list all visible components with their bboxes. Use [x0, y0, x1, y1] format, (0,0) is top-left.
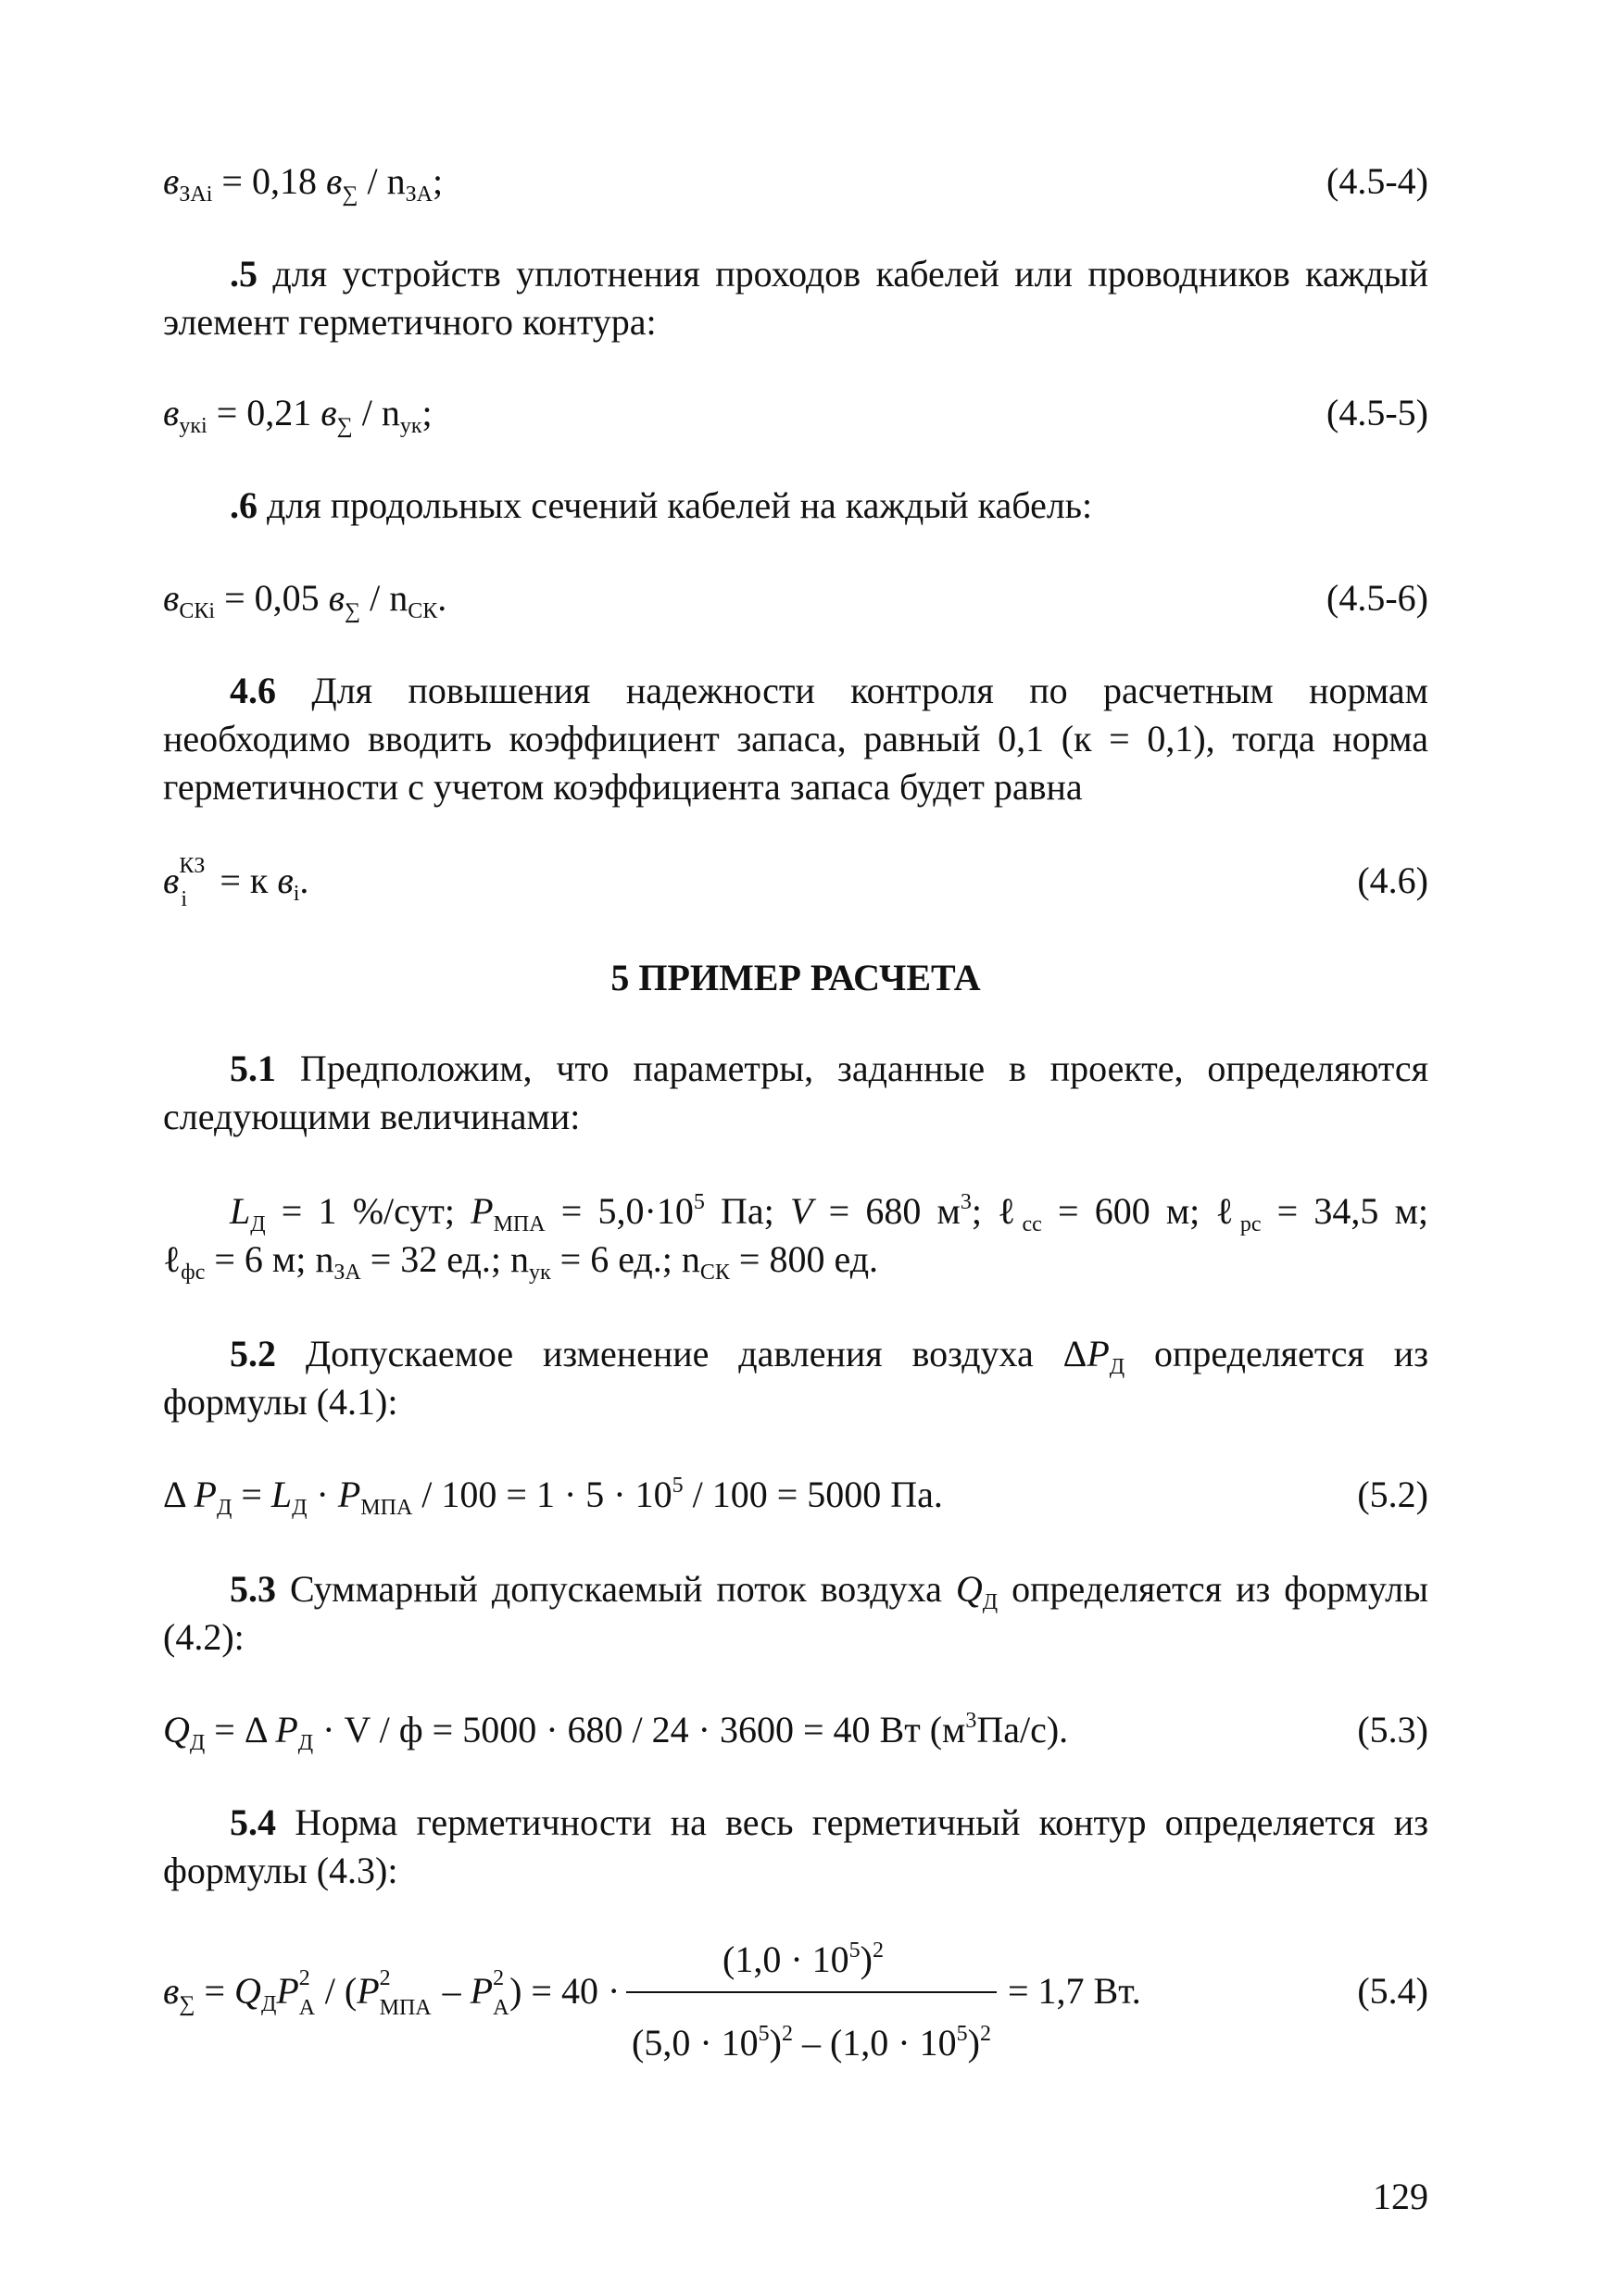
eq-text: / n	[352, 392, 400, 433]
eq-sup: 2	[379, 1966, 391, 1990]
eq-text: .	[437, 577, 447, 619]
eq-sub: ЗАi	[179, 182, 213, 207]
equation-4-5-6	[163, 574, 1428, 622]
param-sub: ЗА	[333, 1261, 361, 1285]
eq-text: )	[967, 2022, 980, 2064]
eq-var: P	[357, 1970, 380, 2012]
param-sub: СК	[699, 1261, 730, 1285]
param-value: = 32 ед.; n	[360, 1238, 529, 1280]
paragraph-text: Допускаемое изменение давления воздуха Δ	[276, 1333, 1087, 1374]
eq-sub: ∑	[179, 1992, 195, 2016]
equation-4-5-5	[163, 389, 1428, 437]
eq-sub: А	[493, 1996, 509, 2020]
eq-sup: 2	[979, 2022, 991, 2046]
param-var: V	[789, 1190, 813, 1232]
eq-var: в	[163, 392, 180, 433]
param-value: = 600 м;	[1041, 1190, 1216, 1232]
eq-sub: СК	[408, 599, 438, 623]
equation-number: (4.5-6)	[1326, 577, 1428, 619]
eq-result: = 1,7 Вт.	[1008, 1970, 1141, 2012]
eq-text: Па/с).	[976, 1709, 1069, 1750]
param-sup: 3	[960, 1190, 972, 1214]
equation-number: (5.3)	[1357, 1709, 1428, 1750]
eq-var: P	[337, 1474, 361, 1515]
param-value: Па;	[704, 1190, 790, 1232]
eq-text: / n	[358, 160, 406, 202]
equation-number: (5.4)	[1357, 1970, 1428, 2012]
eq-text: – (1,0 · 10	[792, 2022, 957, 2064]
eq-sup: 3	[965, 1709, 977, 1733]
equation-number: (4.6)	[1357, 859, 1428, 901]
eq-sub: ∑	[345, 599, 361, 623]
inline-var: Q	[955, 1568, 983, 1610]
paragraph-text: Норма герметичности на весь герметичный контур определяется из формулы (4.3):	[163, 1801, 1428, 1891]
equation-4-5-4	[163, 157, 1428, 206]
equation-number: (5.2)	[1357, 1474, 1428, 1515]
eq-text: ;	[432, 160, 444, 202]
param-var: P	[471, 1190, 494, 1232]
paragraph-item-5-1	[163, 1045, 1428, 1141]
param-var: L	[230, 1190, 251, 1232]
eq-sub: ∑	[336, 414, 353, 438]
paragraph-item-5-2	[163, 1330, 1428, 1426]
param-value: = 800 ед.	[729, 1238, 879, 1280]
eq-text: (1,0 · 10	[723, 1938, 849, 1980]
equation-number: (4.5-5)	[1326, 392, 1428, 433]
eq-text: =	[232, 1474, 271, 1515]
eq-sub: ук	[399, 414, 422, 438]
eq-text: = к	[210, 859, 278, 901]
eq-sup: 2	[493, 1966, 505, 1990]
eq-sup: 2	[781, 2022, 793, 2046]
paragraph-text: Для повышения надежности контроля по расчетным нормам необходимо вводить коэффициент запаса, равный 0,1 (к = 0,1), тогда норма герметичности с учетом коэффициента запаса будет равна	[163, 670, 1428, 808]
eq-sup: 5	[848, 1938, 861, 1963]
eq-sub: А	[298, 1996, 316, 2020]
eq-text: )	[860, 1938, 873, 1980]
item-number: 5.1	[230, 1048, 276, 1089]
eq-text: / 100 = 1 · 5 · 10	[412, 1474, 672, 1515]
paragraph-item-5	[163, 250, 1428, 346]
eq-sub: МПА	[379, 1996, 432, 2020]
eq-var: P	[470, 1970, 494, 2012]
param-sub: сс	[1022, 1212, 1042, 1236]
paragraph-text: для продольных сечений кабелей на каждый кабель:	[258, 484, 1093, 526]
item-number: .6	[230, 484, 258, 526]
eq-var: L	[270, 1474, 293, 1515]
paragraph-text: Суммарный допускаемый поток воздуха	[276, 1568, 956, 1610]
eq-var: в	[325, 160, 343, 202]
item-number: 5.3	[230, 1568, 276, 1610]
inline-sub: Д	[982, 1590, 999, 1614]
param-sub: рс	[1239, 1212, 1262, 1236]
eq-text: (5,0 · 10	[632, 2022, 759, 2064]
eq-text: = 0,05	[215, 577, 329, 619]
eq-text: / 100 = 5000 Па.	[683, 1474, 943, 1515]
item-number: .5	[230, 253, 258, 295]
item-number: 5.4	[230, 1801, 276, 1843]
paragraph-text: Предположим, что параметры, заданные в проекте, определяются следующими величинами:	[163, 1048, 1428, 1137]
param-sub: Д	[250, 1212, 266, 1236]
eq-sub: Д	[292, 1496, 308, 1520]
section-heading: 5 ПРИМЕР РАСЧЕТА	[610, 957, 981, 998]
eq-sub: Д	[260, 1992, 277, 2016]
paragraph-text: определяется из формулы (4.1):	[163, 1333, 1428, 1423]
page-number: 129	[1373, 2176, 1428, 2217]
param-value: = 5,0·10	[545, 1190, 694, 1232]
eq-sub: i	[181, 887, 188, 911]
eq-sub: ЗА	[405, 182, 433, 207]
eq-var: в	[328, 577, 345, 619]
paragraph-text: определяется из формулы (4.2):	[163, 1568, 1428, 1658]
eq-var: P	[194, 1474, 217, 1515]
eq-var: в	[277, 859, 294, 901]
eq-sub: МПА	[360, 1496, 413, 1520]
eq-text: / (	[315, 1970, 358, 2012]
fraction-denominator	[632, 2019, 991, 2067]
eq-sub: укi	[179, 414, 207, 438]
item-number: 5.2	[230, 1333, 276, 1374]
param-value: = 680 м	[812, 1190, 961, 1232]
eq-text: Δ	[163, 1474, 195, 1515]
param-var: ℓ	[163, 1238, 182, 1280]
eq-sub: Д	[189, 1731, 206, 1755]
paragraph-text: для устройств уплотнения проходов кабелей или проводников каждый элемент герметичного контура:	[163, 253, 1428, 343]
eq-text: .	[299, 859, 309, 901]
eq-text: · V / ф = 5000 · 680 / 24 · 3600 = 40 Вт (м	[313, 1709, 966, 1750]
eq-sub: Д	[297, 1731, 314, 1755]
eq-sup: 5	[758, 2022, 770, 2046]
eq-text: ) = 40 ·	[509, 1970, 621, 2012]
eq-text: = Δ	[205, 1709, 276, 1750]
eq-text: ·	[307, 1474, 338, 1515]
eq-text: = 0,21	[207, 392, 321, 433]
eq-sup: 5	[672, 1474, 684, 1498]
eq-sub: СКi	[179, 599, 216, 623]
eq-var: Q	[163, 1709, 190, 1750]
param-sub: фс	[181, 1261, 206, 1285]
paragraph-item-6	[163, 482, 1428, 530]
inline-sub: Д	[1109, 1355, 1125, 1379]
eq-text: = 0,18	[212, 160, 326, 202]
param-sup: 5	[693, 1190, 705, 1214]
item-number: 4.6	[230, 670, 276, 711]
eq-var: в	[163, 577, 180, 619]
eq-sub: Д	[216, 1496, 232, 1520]
eq-sup: КЗ	[179, 854, 206, 878]
eq-var: P	[275, 1709, 298, 1750]
param-sub: МПА	[493, 1212, 546, 1236]
eq-var: в	[163, 1970, 180, 2012]
param-var: ℓ	[998, 1190, 1023, 1232]
eq-sub: ∑	[342, 182, 358, 207]
eq-text: =	[195, 1970, 235, 2012]
parameters-line-1	[163, 1187, 1428, 1236]
param-value: = 6 ед.; n	[550, 1238, 700, 1280]
parameters-line-2	[163, 1236, 1428, 1284]
eq-sup: 2	[298, 1966, 310, 1990]
eq-text: ;	[421, 392, 433, 433]
paragraph-item-4-6	[163, 667, 1428, 811]
inline-var: P	[1087, 1333, 1110, 1374]
equation-number: (4.5-4)	[1326, 160, 1428, 202]
equation-5-2	[163, 1471, 1428, 1519]
param-sub: ук	[528, 1261, 551, 1285]
eq-sup: 5	[956, 2022, 968, 2046]
param-value: = 34,5 м;	[1261, 1190, 1429, 1232]
equation-5-4-main	[163, 1966, 1428, 2020]
param-value: ;	[971, 1190, 999, 1232]
paragraph-item-5-4	[163, 1799, 1428, 1895]
eq-text: –	[433, 1970, 471, 2012]
paragraph-item-5-3	[163, 1565, 1428, 1662]
param-value: = 1 %/сут;	[265, 1190, 471, 1232]
equation-4-6	[163, 854, 1428, 911]
eq-sup: 2	[872, 1938, 884, 1963]
param-var: ℓ	[1215, 1190, 1240, 1232]
param-value: = 6 м; n	[205, 1238, 334, 1280]
eq-sub: i	[293, 882, 300, 906]
eq-var: P	[276, 1970, 299, 2012]
eq-text: / n	[360, 577, 408, 619]
eq-var: в	[163, 160, 180, 202]
eq-var: в	[320, 392, 337, 433]
eq-var: Q	[234, 1970, 261, 2012]
equation-5-3	[163, 1706, 1428, 1754]
eq-var: в	[163, 859, 180, 901]
eq-text: )	[769, 2022, 782, 2064]
